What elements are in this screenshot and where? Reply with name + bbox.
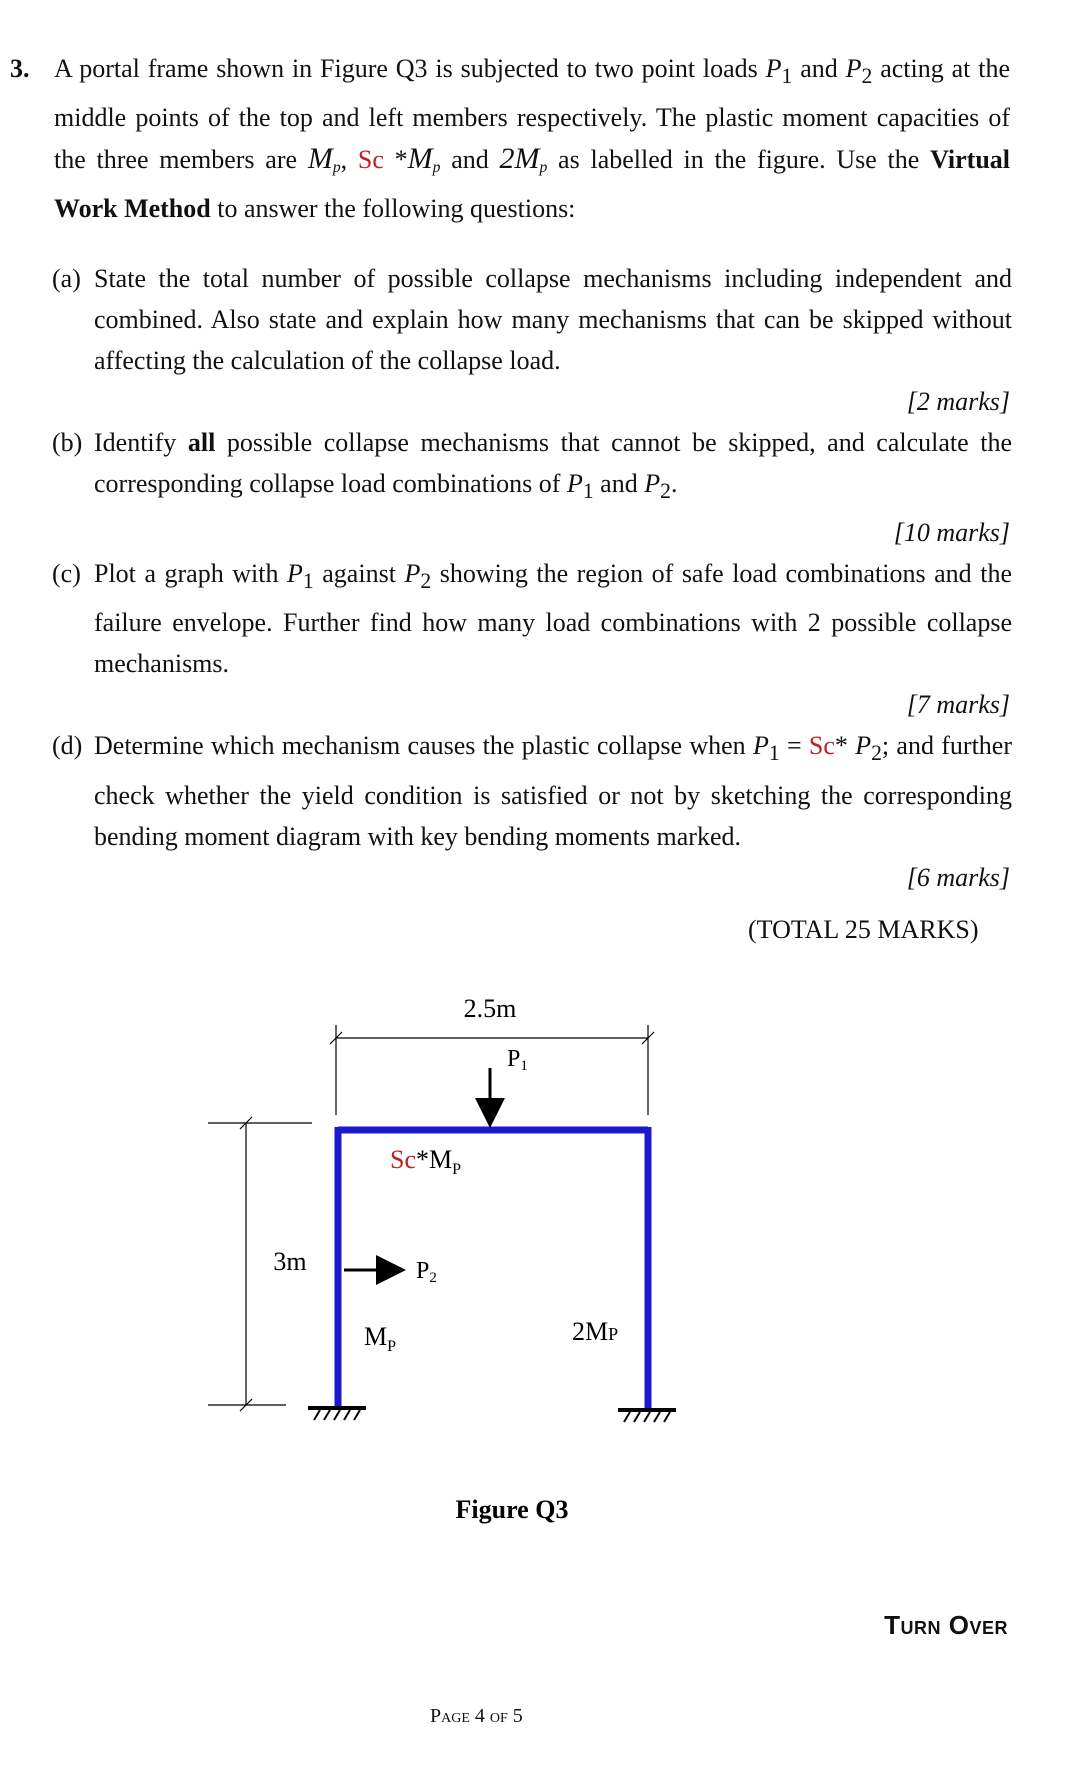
question-text-1: A portal frame shown in Figure Q3 is subjected to two point loads — [54, 54, 766, 83]
right-fixed-support — [618, 1410, 676, 1422]
part-b-label: (b) — [52, 428, 83, 457]
height-label: 3m — [273, 1247, 307, 1276]
part-b-text-1: Identify — [94, 428, 188, 457]
turn-over: Turn Over — [884, 1610, 1008, 1640]
part-b-text-2: possible collapse mechanisms that cannot be skipped, and calculate the corresponding collapse load combinations of — [94, 428, 1012, 498]
p2-load-label: P2 — [416, 1258, 437, 1286]
part-d-p2: P — [855, 731, 872, 761]
part-b-p2-sub: 2 — [660, 479, 671, 504]
right-column-capacity-label: 2MP — [572, 1317, 619, 1346]
portal-frame — [338, 1127, 648, 1408]
figure-caption: Figure Q3 — [455, 1495, 569, 1524]
part-a-marks: [2 marks] — [906, 387, 1010, 416]
question-text-5: * — [383, 145, 408, 175]
p1-subscript: 1 — [781, 64, 793, 89]
p2-symbol: P — [845, 54, 862, 83]
part-c-p2: P — [404, 559, 421, 589]
part-c-text-1: Plot a graph with — [94, 559, 288, 589]
sc-highlight: Sc — [357, 145, 384, 175]
two-mp-subscript: p — [539, 159, 548, 177]
part-a-label: (a) — [52, 264, 81, 293]
part-b-p1: P — [566, 469, 583, 498]
left-column-capacity-label: $M_P$ — [364, 1322, 397, 1355]
part-d-p2-sub: 2 — [871, 741, 882, 766]
question-text-2: and — [792, 54, 846, 83]
page-number: Page 4 of 5 — [430, 1705, 523, 1727]
virtual-work-method: Virtual Work Method — [54, 145, 1011, 224]
part-d-p1: P — [752, 731, 769, 761]
question-text-4: , — [340, 145, 358, 175]
part-c-p2-sub: 2 — [420, 569, 432, 594]
part-b-p2: P — [644, 469, 661, 498]
question-text-6: and — [440, 145, 500, 175]
part-d-sc: Sc — [808, 731, 835, 761]
part-d-text-2: = — [779, 731, 809, 761]
total-marks: (TOTAL 25 MARKS) — [748, 915, 979, 944]
beam-capacity-label: $Sc*M_P$ — [390, 1145, 462, 1178]
left-fixed-support — [308, 1408, 366, 1420]
p2-subscript: 2 — [861, 64, 873, 89]
part-b-bold: all — [187, 428, 216, 457]
part-b-text-3: and — [593, 469, 645, 498]
part-d-label: (d) — [52, 731, 83, 761]
part-b-text-4: . — [670, 469, 678, 498]
part-d-text-1: Determine which mechanism causes the plastic collapse when — [94, 731, 753, 761]
part-b-marks: [10 marks] — [893, 518, 1010, 548]
mp-symbol: M — [307, 142, 333, 176]
mp-subscript: p — [332, 159, 341, 177]
part-c-p1-sub: 1 — [302, 569, 314, 594]
part-c-label: (c) — [52, 559, 81, 589]
part-a-text: State the total number of possible collapse mechanisms including independent and combined. Also state and explain how many mechanisms that can be skipped without affecting the calculation of the collapse load. — [94, 264, 1012, 375]
sc-mp-symbol: M — [407, 142, 433, 176]
part-d-marks: [6 marks] — [906, 862, 1010, 892]
p1-symbol: P — [765, 54, 782, 83]
span-dimension — [330, 1025, 654, 1115]
part-b-p1-sub: 1 — [582, 479, 594, 504]
part-d-p1-sub: 1 — [768, 741, 780, 766]
question-number: 3. — [10, 54, 30, 83]
part-c-text-3: showing the region of safe load combinations and the failure envelope. Further find how many load combinations with 2 possible collapse mechanisms. — [94, 559, 1012, 679]
two-mp-symbol: 2M — [499, 142, 540, 176]
part-d-text-4: ; and further check whether the yield condition is satisfied or not by sketching the corresponding bending moment diagram with key bending moments marked. — [94, 731, 1012, 851]
sc-mp-subscript: p — [432, 159, 441, 177]
question-text-7: as labelled in the figure. Use the — [547, 145, 931, 175]
part-c-p1: P — [287, 559, 303, 589]
part-c-text-2: against — [313, 559, 405, 589]
p1-load-label: P1 — [507, 1046, 528, 1074]
question-text-3: acting at the middle points of the top and left members respectively. The plastic moment capacities of the three members are — [54, 54, 1010, 175]
span-label: 2.5m — [463, 994, 517, 1023]
part-d-text-3: * — [834, 731, 856, 761]
part-c-marks: [7 marks] — [906, 690, 1010, 720]
question-text-8: to answer the following questions: — [210, 194, 576, 224]
